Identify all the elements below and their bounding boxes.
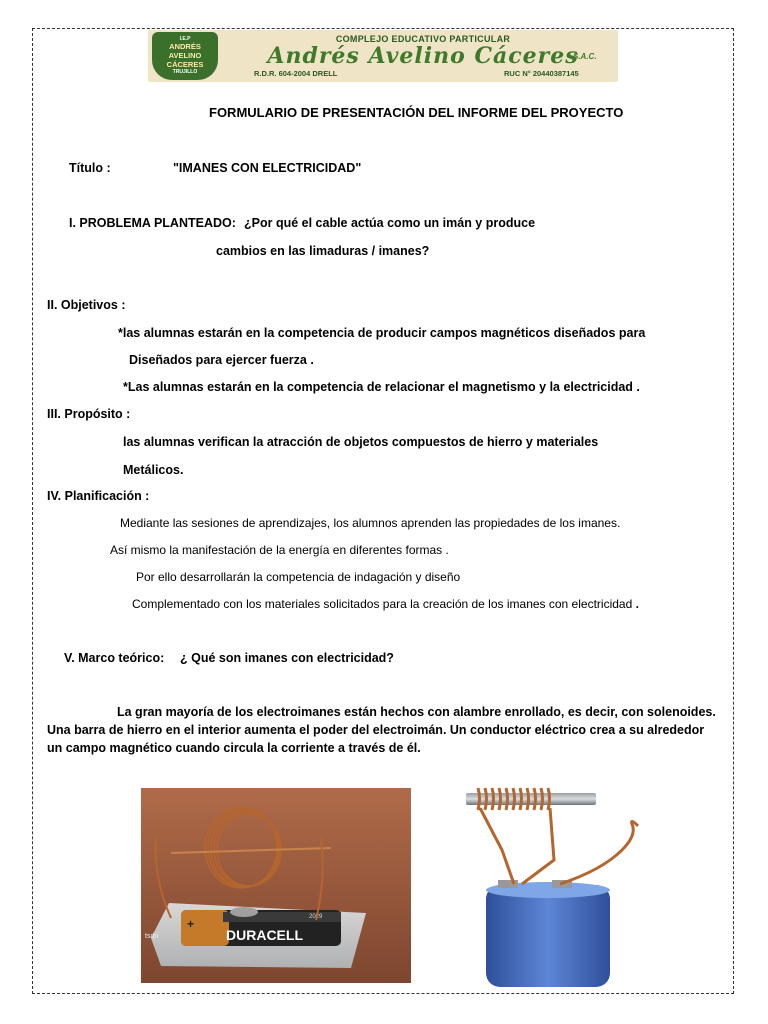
objetivo-1b: Diseñados para ejercer fuerza . <box>129 353 314 367</box>
header-sac: S.A.C. <box>573 52 597 61</box>
marco-label: V. Marco teórico: <box>64 651 165 665</box>
school-header-banner <box>148 30 618 82</box>
proposito-label: III. Propósito : <box>47 407 131 421</box>
proposito-line-2: Metálicos. <box>123 463 184 477</box>
header-top-line: COMPLEJO EDUCATIVO PARTICULAR <box>335 34 511 44</box>
header-ruc: RUC N° 20440387145 <box>504 69 579 78</box>
objetivos-label: II. Objetivos : <box>47 298 126 312</box>
document-title: FORMULARIO DE PRESENTACIÓN DEL INFORME DEL PROYECTO <box>209 105 624 120</box>
planificacion-line-3: Por ello desarrollarán la competencia de indagación y diseño <box>136 570 461 584</box>
battery-plus-sign: + <box>187 917 195 931</box>
problema-line-1: ¿Por qué el cable actúa como un imán y produce <box>244 216 536 230</box>
battery-brand-label: DURACELL <box>226 927 303 943</box>
planificacion-label: IV. Planificación : <box>47 489 150 503</box>
planificacion-line-4: Complementado con los materiales solicitados para la creación de los imanes con electricidad . <box>132 597 639 611</box>
header-rdr: R.D.R. 604-2004 DRELL <box>254 69 338 78</box>
marco-question: ¿ Qué son imanes con electricidad? <box>180 651 394 665</box>
school-crest-logo: I.E.P ANDRÉS AVELINO CÁCERES TRUJILLO <box>152 32 218 80</box>
photo-watermark: tsdn <box>145 933 159 940</box>
electromagnet-diagram <box>462 780 682 990</box>
titulo-value: "IMANES CON ELECTRICIDAD" <box>173 161 362 175</box>
planificacion-line-1: Mediante las sesiones de aprendizajes, los alumnos aprenden las propiedades de los imanes. <box>120 516 621 530</box>
objetivo-2: *Las alumnas estarán en la competencia de relacionar el magnetismo y la electricidad . <box>123 380 640 394</box>
problema-label: I. PROBLEMA PLANTEADO: <box>69 216 236 230</box>
problema-line-2: cambios en las limaduras / imanes? <box>216 244 430 258</box>
proposito-line-1: las alumnas verifican la atracción de objetos compuestos de hierro y materiales <box>123 435 599 449</box>
titulo-label: Título : <box>69 161 111 175</box>
planificacion-line-2: Así mismo la manifestación de la energía en diferentes formas . <box>110 543 449 557</box>
marco-paragraph: La gran mayoría de los electroimanes están hechos con alambre enrollado, es decir, con solenoides. Una barra de hierro en el interior aumenta el poder del electroimán. Un conductor eléctrico crea a su alrededor un campo magnético cuando circula la corriente a través de él. <box>47 705 716 755</box>
header-school-name: Andrés Avelino Cáceres <box>267 43 579 69</box>
electromagnet-photo <box>141 788 411 983</box>
battery-small-label: 2029 <box>309 914 323 920</box>
objetivo-1a: *las alumnas estarán en la competencia de producir campos magnéticos diseñados para <box>118 326 646 340</box>
